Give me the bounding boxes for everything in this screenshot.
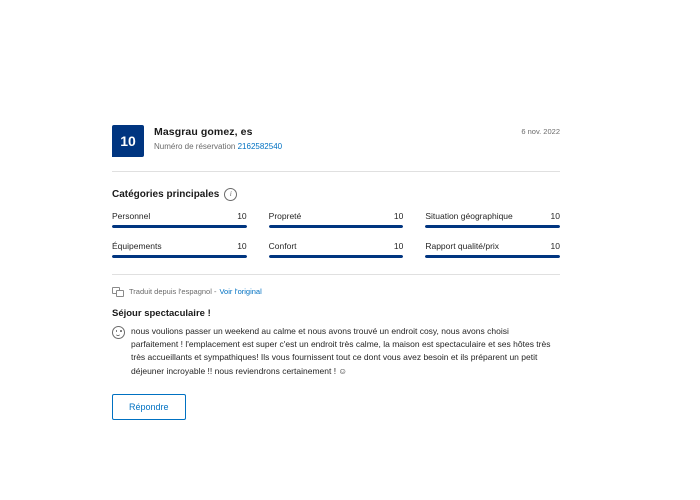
category-label: Confort bbox=[268, 241, 297, 251]
category-value: 10 bbox=[393, 211, 404, 221]
smiley-icon bbox=[112, 326, 125, 339]
guest-name: Masgrau gomez, es bbox=[154, 126, 253, 138]
booking-reference bbox=[154, 142, 282, 151]
booking-number[interactable]: 2162582540 bbox=[237, 142, 283, 151]
category-label: Propreté bbox=[268, 211, 302, 221]
category-label: Situation géographique bbox=[425, 211, 513, 221]
category-bar bbox=[425, 225, 560, 228]
review-text: nous voulions passer un weekend au calme et nous avons trouvé un endroit cosy, nous avons choisi parfaitement ! l'emplacement est super c'est un endroit très calme, la maison est spectaculaire et ses hôtes très très accueillants et sympathiques! Ils vous fournissent tout ce dont vous avez besoin et ils préparent un petit déjeuner incroyable !! nous reviendrons certainement ! ☺ bbox=[131, 326, 551, 376]
translate-icon bbox=[112, 287, 123, 296]
review-header bbox=[112, 125, 560, 172]
translation-notice bbox=[112, 274, 560, 296]
category-value: 10 bbox=[237, 241, 247, 251]
category-item bbox=[425, 241, 560, 258]
booking-label: Numéro de réservation bbox=[154, 142, 236, 151]
info-icon[interactable]: i bbox=[224, 188, 237, 201]
category-value: 10 bbox=[550, 211, 560, 221]
category-bar-fill bbox=[425, 225, 560, 228]
translation-note: Traduit depuis l'espagnol - bbox=[129, 287, 217, 296]
category-item bbox=[269, 241, 404, 258]
category-bar-fill bbox=[112, 255, 247, 258]
view-original-link[interactable]: Voir l'original bbox=[219, 287, 262, 296]
category-value: 10 bbox=[237, 211, 247, 221]
review-score-badge: 10 bbox=[112, 125, 144, 157]
category-bar-fill bbox=[425, 255, 560, 258]
category-bar bbox=[112, 255, 247, 258]
review-header-text bbox=[154, 125, 282, 151]
review-date: 6 nov. 2022 bbox=[521, 127, 560, 136]
category-item bbox=[112, 211, 247, 228]
guest-review-card bbox=[112, 125, 560, 420]
review-title: Séjour spectaculaire ! bbox=[112, 308, 211, 319]
category-item bbox=[269, 211, 404, 228]
category-bar bbox=[269, 255, 404, 258]
category-label: Équipements bbox=[112, 241, 162, 251]
category-label: Rapport qualité/prix bbox=[425, 241, 500, 251]
category-value: 10 bbox=[550, 241, 560, 251]
category-bar-fill bbox=[269, 255, 404, 258]
categories-header bbox=[112, 188, 560, 201]
category-item bbox=[112, 241, 247, 258]
category-scores-grid bbox=[112, 211, 560, 258]
category-bar-fill bbox=[112, 225, 247, 228]
category-bar bbox=[269, 225, 404, 228]
category-item bbox=[425, 211, 560, 228]
categories-title: Catégories principales bbox=[112, 189, 220, 200]
category-bar bbox=[425, 255, 560, 258]
reply-button[interactable]: Répondre bbox=[112, 394, 186, 420]
category-value: 10 bbox=[393, 241, 404, 251]
category-bar-fill bbox=[269, 225, 404, 228]
category-bar bbox=[112, 225, 247, 228]
review-body bbox=[112, 325, 560, 378]
category-label: Personnel bbox=[112, 211, 151, 221]
